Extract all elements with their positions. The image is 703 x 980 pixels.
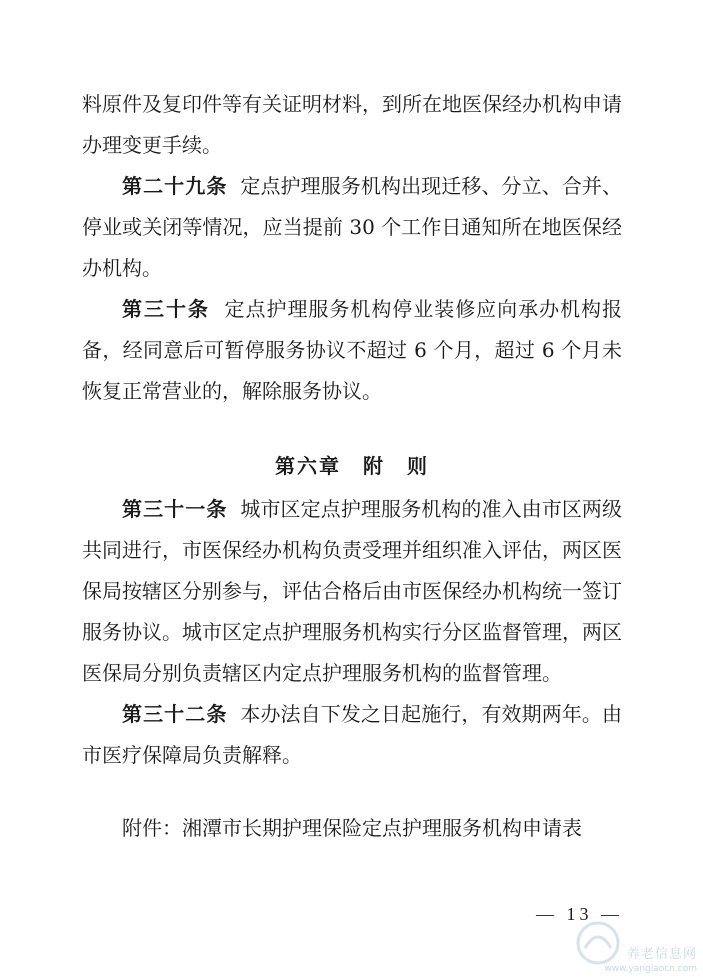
article-29-text: 定点护理服务机构出现迁移、分立、合并、停业或关闭等情况，应当提前 30 个工作日通知所在地医保经办机构。 bbox=[82, 174, 623, 280]
article-30-label: 第三十条 bbox=[122, 297, 210, 321]
document-body bbox=[82, 84, 622, 849]
article-30 bbox=[82, 289, 622, 412]
article-32 bbox=[82, 694, 622, 776]
article-31-text: 城市区定点护理服务机构的准入由市区两级共同进行，市医保经办机构负责受理并组织准入评估，两区医保局按辖区分别参与，评估合格后由市医保经办机构统一签订服务协议。城市区定点护理服务机构实行分区监督管理，两区医保局分别负责辖区内定点护理服务机构的监督管理。 bbox=[82, 497, 623, 685]
article-29 bbox=[82, 166, 622, 289]
watermark-url: www.yanglaocn.com bbox=[604, 964, 697, 975]
paragraph-continuation: 料原件及复印件等有关证明材料，到所在地医保经办机构申请办理变更手续。 bbox=[82, 92, 622, 157]
article-31-label: 第三十一条 bbox=[122, 497, 228, 521]
watermark bbox=[604, 947, 697, 976]
article-29-label: 第二十九条 bbox=[122, 174, 228, 198]
attachment-note: 附件：湘潭市长期护理保险定点护理服务机构申请表 bbox=[122, 816, 582, 840]
page-number: — 13 — bbox=[536, 904, 623, 924]
article-32-label: 第三十二条 bbox=[122, 702, 228, 726]
article-31 bbox=[82, 489, 622, 694]
watermark-name: 养老信息网 bbox=[626, 947, 697, 963]
article-30-text: 定点护理服务机构停业装修应向承办机构报备，经同意后可暂停服务协议不超过 6 个月，超过 6 个月未恢复正常营业的，解除服务协议。 bbox=[82, 297, 623, 403]
chapter-heading: 第六章 附 则 bbox=[275, 454, 429, 478]
article-32-text: 本办法自下发之日起施行，有效期两年。由市医疗保障局负责解释。 bbox=[82, 702, 623, 767]
